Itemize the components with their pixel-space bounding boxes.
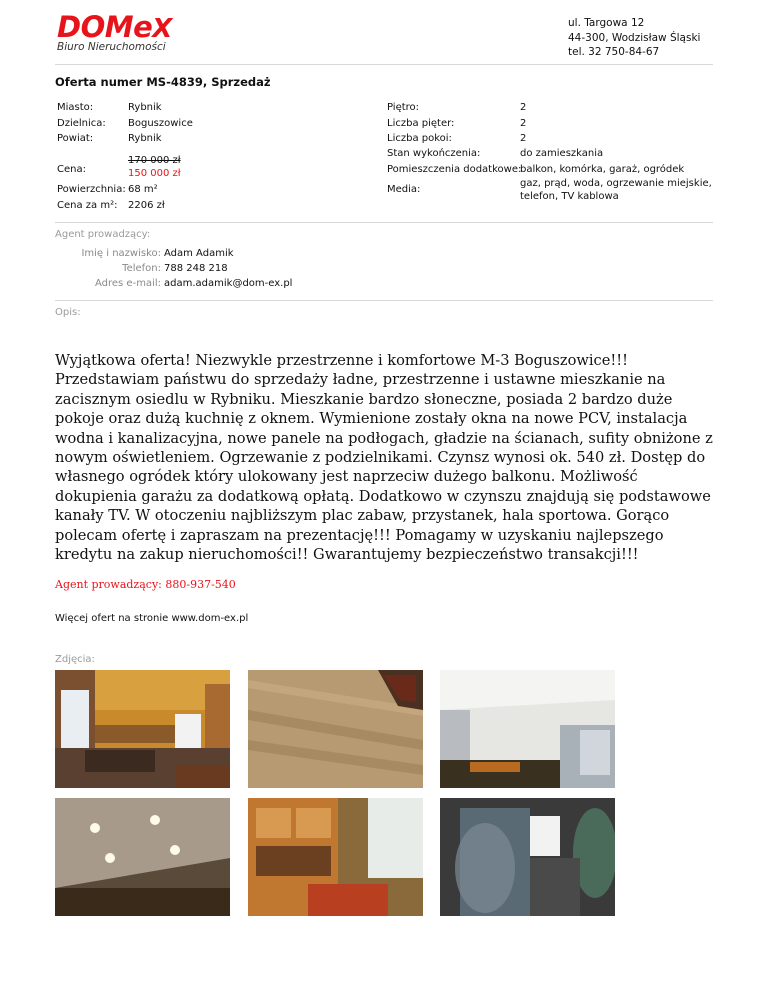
liczba-pokoi-value: 2 [520, 133, 527, 144]
media-value-line2: telefon, TV kablowa [520, 191, 619, 202]
powiat-value: Rybnik [128, 133, 162, 144]
powiat-label: Powiat: [57, 133, 94, 144]
address-city: 44-300, Wodzisław Śląski [568, 31, 701, 44]
more-offers-link[interactable]: Więcej ofert na stronie www.dom-ex.pl [55, 613, 249, 624]
stan-value: do zamieszkania [520, 148, 604, 159]
photo-kitchen[interactable] [55, 670, 230, 788]
photo-ceiling-lights[interactable] [55, 798, 230, 916]
cena-m2-label: Cena za m²: [57, 200, 118, 211]
logo-subtitle: Biuro Nieruchomości [57, 41, 166, 53]
media-value-line1: gaz, prąd, woda, ogrzewanie miejskie, [520, 178, 712, 189]
cena-m2-value: 2206 zł [128, 200, 165, 211]
agent-email-value[interactable]: adam.adamik@dom-ex.pl [164, 278, 293, 289]
pietro-label: Piętro: [387, 102, 420, 113]
divider [55, 222, 713, 223]
pietro-value: 2 [520, 102, 527, 113]
photo-living-room[interactable] [440, 670, 615, 788]
photo-floor[interactable] [248, 670, 423, 788]
offer-description: Wyjątkowa oferta! Niezwykle przestrzenne i komfortowe M-3 Boguszowice!!! Przedstawiam państwu do sprzedaży ładne, przestrzenne i ustawne mieszkanie na zacisznym osiedlu w Rybniku. Mieszkanie bardzo słoneczne, posiada 2 bardzo duże pokoje oraz dużą kuchnię z oknem. Wymienione zostały okna na nowe PCV, instalacja wodna i kanalizacyjna, nowe panele na podłogach, gładzie na ścianach, sufity obniżone z nowym oświetleniem. Ogrzewanie z podzielnikami. Czynsz wynosi ok. 540 zł. Dostęp do własnego ogródek który ulokowany jest naprzeciw dużego balkonu. Możliwość dokupienia garażu za dodatkową opłatą. Dodatkowo w czynszu znajdują się podstawowe kanały TV. W otoczeniu najbliższym plac zabaw, przystanek, hala sportowa. Gorąco polecam ofertę i zapraszam na prezentację!!! Pomagamy w uzyskaniu najlepszego kredytu na zakup nieruchomości!! Gwarantujemy bezpieczeństwo transakcji!!! [55, 352, 713, 564]
dzielnica-value: Boguszowice [128, 118, 193, 129]
agent-contact-line: Agent prowadzący: 880-937-540 [55, 578, 236, 591]
liczba-pieter-label: Liczba pięter: [387, 118, 455, 129]
agent-phone-value: 788 248 218 [164, 263, 228, 274]
media-label: Media: [387, 184, 421, 195]
cena-label: Cena: [57, 164, 86, 175]
powierzchnia-value: 68 m² [128, 184, 158, 195]
logo-brand-x: X [152, 14, 172, 44]
logo-brand-e: e [133, 10, 153, 44]
company-logo [57, 12, 172, 44]
description-section-title: Opis: [55, 307, 81, 318]
miasto-value: Rybnik [128, 102, 162, 113]
agent-name-label: Imię i nazwisko: [81, 248, 161, 259]
powierzchnia-label: Powierzchnia: [57, 184, 126, 195]
photos-section-title: Zdjęcia: [55, 654, 95, 665]
cena-old-value: 170 000 zł [128, 155, 181, 166]
address-phone: tel. 32 750-84-67 [568, 46, 660, 58]
divider [55, 64, 713, 65]
liczba-pokoi-label: Liczba pokoi: [387, 133, 452, 144]
pomieszczenia-value: balkon, komórka, garaż, ogródek [520, 164, 685, 175]
miasto-label: Miasto: [57, 102, 94, 113]
divider [55, 300, 713, 301]
agent-section-title: Agent prowadzący: [55, 229, 151, 240]
logo-brand-prefix: DOM [57, 10, 134, 44]
pomieszczenia-label: Pomieszczenia dodatkowe: [387, 164, 522, 175]
cena-new-value: 150 000 zł [128, 168, 181, 179]
agent-phone-label: Telefon: [122, 263, 161, 274]
liczba-pieter-value: 2 [520, 118, 527, 129]
photo-room-furniture[interactable] [248, 798, 423, 916]
stan-label: Stan wykończenia: [387, 148, 481, 159]
agent-email-label: Adres e-mail: [94, 278, 161, 289]
company-address [568, 16, 700, 60]
dzielnica-label: Dzielnica: [57, 118, 106, 129]
agent-name-value: Adam Adamik [164, 248, 234, 259]
offer-title: Oferta numer MS-4839, Sprzedaż [55, 75, 271, 89]
address-street: ul. Targowa 12 [568, 17, 645, 29]
photo-bathroom[interactable] [440, 798, 615, 916]
